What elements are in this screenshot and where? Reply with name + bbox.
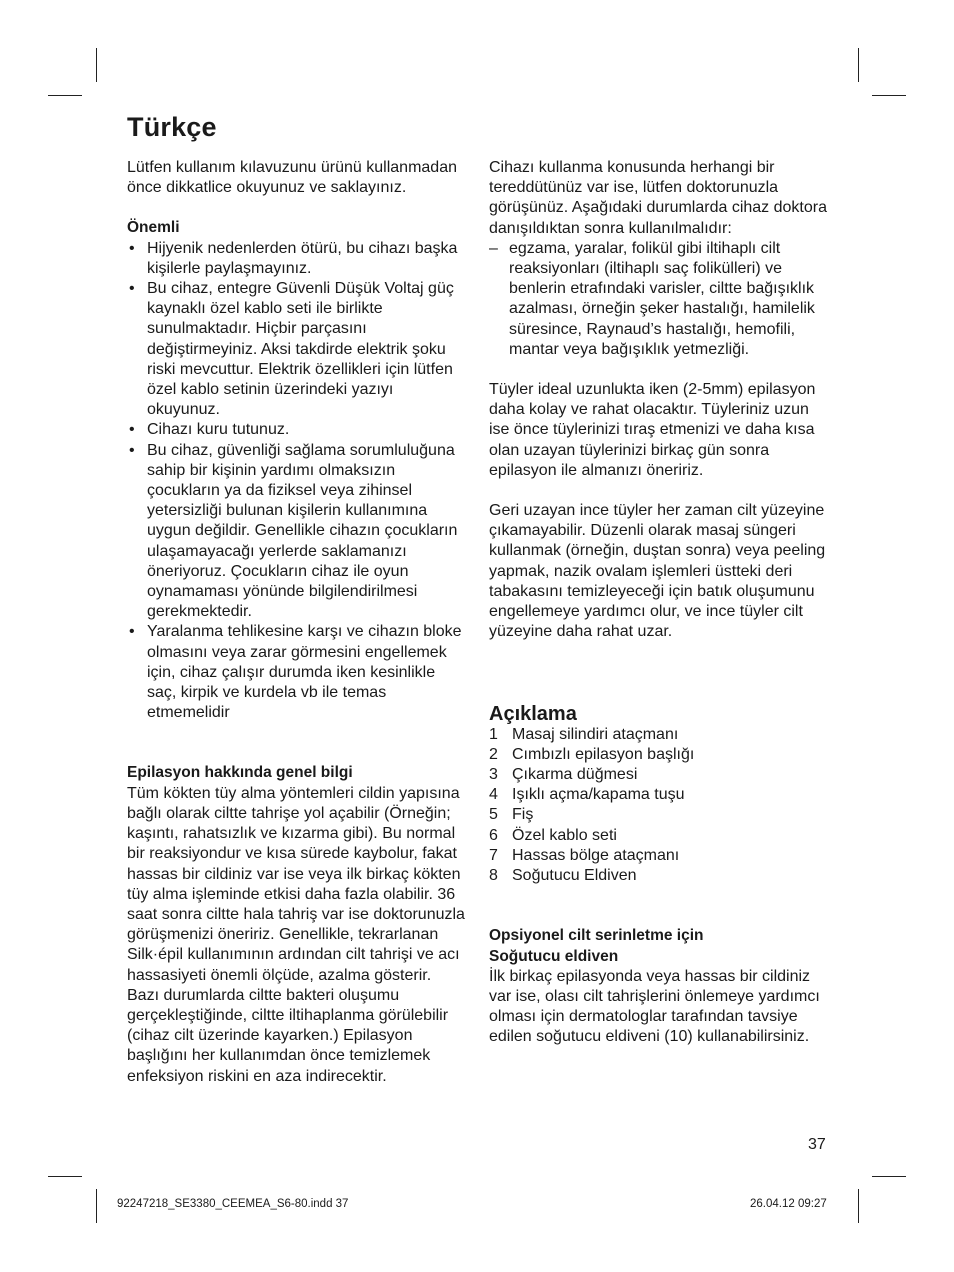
page-title: Türkçe xyxy=(127,112,217,142)
right-column xyxy=(489,158,829,1048)
list-item: 7 Hassas bölge ataçmanı xyxy=(489,846,680,864)
crop-mark xyxy=(48,95,82,96)
hair-length-paragraph: Tüyler ideal uzunlukta iken (2-5mm) epilasyon daha kolay ve rahat olacaktır. Tüyleriniz uzun ise önce tüylerinizi tıraş etmenizi ve daha kısa olan uzayan tüylerinizi birkaç gün sonra epilasyon ile almanızı öneririz. xyxy=(489,381,816,479)
footer-timestamp: 26.04.12 09:27 xyxy=(750,1198,827,1210)
description-heading: Açıklama xyxy=(489,703,577,726)
list-item: • Cihazı kuru tutunuz. xyxy=(127,420,467,440)
important-list xyxy=(127,239,467,724)
doctor-paragraph: Cihazı kullanma konusunda herhangi bir tereddütünüz var ise, lütfen doktorunuzla görüşünüz. Aşağıdaki durumlarda cihaz doktora danışıldıktan sonra kullanılmalıdır: xyxy=(489,159,827,237)
crop-mark xyxy=(96,1189,97,1223)
crop-mark xyxy=(872,95,906,96)
footer-file-info: 92247218_SE3380_CEEMEA_S6-80.indd 37 xyxy=(117,1198,349,1210)
list-item: 1 Masaj silindiri ataçmanı xyxy=(489,725,679,743)
list-item: • Bu cihaz, entegre Güvenli Düşük Voltaj güç kaynaklı özel kablo seti ile birlikte sunulmaktadır. Hiçbir parçasını değiştirmeyiniz. Aksi takdirde elektrik şoku riski mevcuttur. Elektrik özellikleri için lütfen özel kablo setinin üzerindeki yazıyı okuyunuz. xyxy=(127,279,467,420)
epilation-paragraph: Tüm kökten tüy alma yöntemleri cildin yapısına bağlı olarak ciltte tahrişe yol açabilir (Örneğin; kaşıntı, rahatsızlık ve kızarma gibi). Bu normal bir reaksiyondur ve kısa sürede kaybolur, fakat hassas bir cildiniz var ise veya ilk birkaç kökten tüy alma işleminde etkisi daha fazla olabilir. 36 saat sonra ciltte hala tahriş var ise doktorunuzla görüşmenizi öneririz. Genellikle, tekrarlanan Silk·épil kullanımının ardından cilt tahrişi ve acı hassasiyeti önemli ölçüde, azalma gösterir. Bazı durumlarda ciltte bakteri oluşumu gerçekleştiğinde, ciltte iltihaplanma görülebilir (cihaz cilt üzerinde kayarken.) Epilasyon başlığını her kullanımdan önce temizlemek enfeksiyon riskini en aza indirecektir. xyxy=(127,784,465,1085)
parts-list xyxy=(489,725,829,887)
important-heading: Önemli xyxy=(127,219,180,237)
list-item: 6 Özel kablo seti xyxy=(489,826,617,844)
regrowth-paragraph: Geri uzayan ince tüyler her zaman cilt yüzeyine çıkamayabilir. Düzenli olarak masaj süngeri kullanmak (örneğin, duştan sonra) veya peeling yapmak, nazik ovalam işlemleri üstteki deri tabakasını temizleyeceği için batık oluşumunu engellemeye yardımcı olur, ve ince tüyler cilt yüzeyine daha rahat uzar. xyxy=(489,502,826,641)
crop-mark xyxy=(858,1189,859,1223)
list-item: 2 Cımbızlı epilasyon başlığı xyxy=(489,745,695,763)
list-item: • Yaralanma tehlikesine karşı ve cihazın bloke olmasını veya zarar görmesini engellemek için, cihaz çalışır durumda iken kesinlikle saç, kirpik ve kurdela vb ile temas etmemelidir xyxy=(127,622,467,723)
list-item: – egzama, yaralar, folikül gibi iltihaplı cilt reaksiyonları (iltihaplı saç folikülleri) ve benlerin etrafındaki varisler, ciltte bağışıklık azalması, örneğin şeker hastalığı, hamilelik süresince, Raynaud’s hastalığı, hemofili, mantar veya bağışıklık yetmezliği. xyxy=(489,239,829,360)
glove-heading: Opsiyonel cilt serinletme için Soğutucu eldiven xyxy=(489,927,704,965)
list-item: 3 Çıkarma düğmesi xyxy=(489,766,638,784)
list-item: 5 Fiş xyxy=(489,806,534,824)
left-column xyxy=(127,158,467,1087)
list-item: • Hijyenik nedenlerden ötürü, bu cihazı başka kişilerle paylaşmayınız. xyxy=(127,239,467,279)
glove-paragraph: İlk birkaç epilasyonda veya hassas bir cildiniz var ise, olası cilt tahrişlerini önlemeye yardımcı olması için dermatologlar tarafından tavsiye edilen soğutucu eldiveni (10) kullanabilirsiniz. xyxy=(489,967,820,1046)
list-item: 8 Soğutucu Eldiven xyxy=(489,867,637,885)
crop-mark xyxy=(96,48,97,82)
conditions-list xyxy=(489,239,829,360)
intro-paragraph: Lütfen kullanım kılavuzunu ürünü kullanmadan önce dikkatlice okuyunuz ve saklayınız. xyxy=(127,159,457,197)
crop-mark xyxy=(858,48,859,82)
crop-mark xyxy=(872,1176,906,1177)
list-item: 4 Işıklı açma/kapama tuşu xyxy=(489,786,685,804)
crop-mark xyxy=(48,1176,82,1177)
page-number: 37 xyxy=(808,1136,826,1153)
epilation-heading: Epilasyon hakkında genel bilgi xyxy=(127,764,353,782)
list-item: • Bu cihaz, güvenliği sağlama sorumluluğuna sahip bir kişinin yardımı olmaksızın çocukların ya da fiziksel veya zihinsel yetersizliği bulunan kişilerin kullanımına uygun değildir. Genellikle cihazın çocukların ulaşamayacağı yerlerde saklamanızı öneriyoruz. Çocukların cihaz ile oyun oynamaması yönünde bilgilendirilmesi gerekmektedir. xyxy=(127,441,467,623)
